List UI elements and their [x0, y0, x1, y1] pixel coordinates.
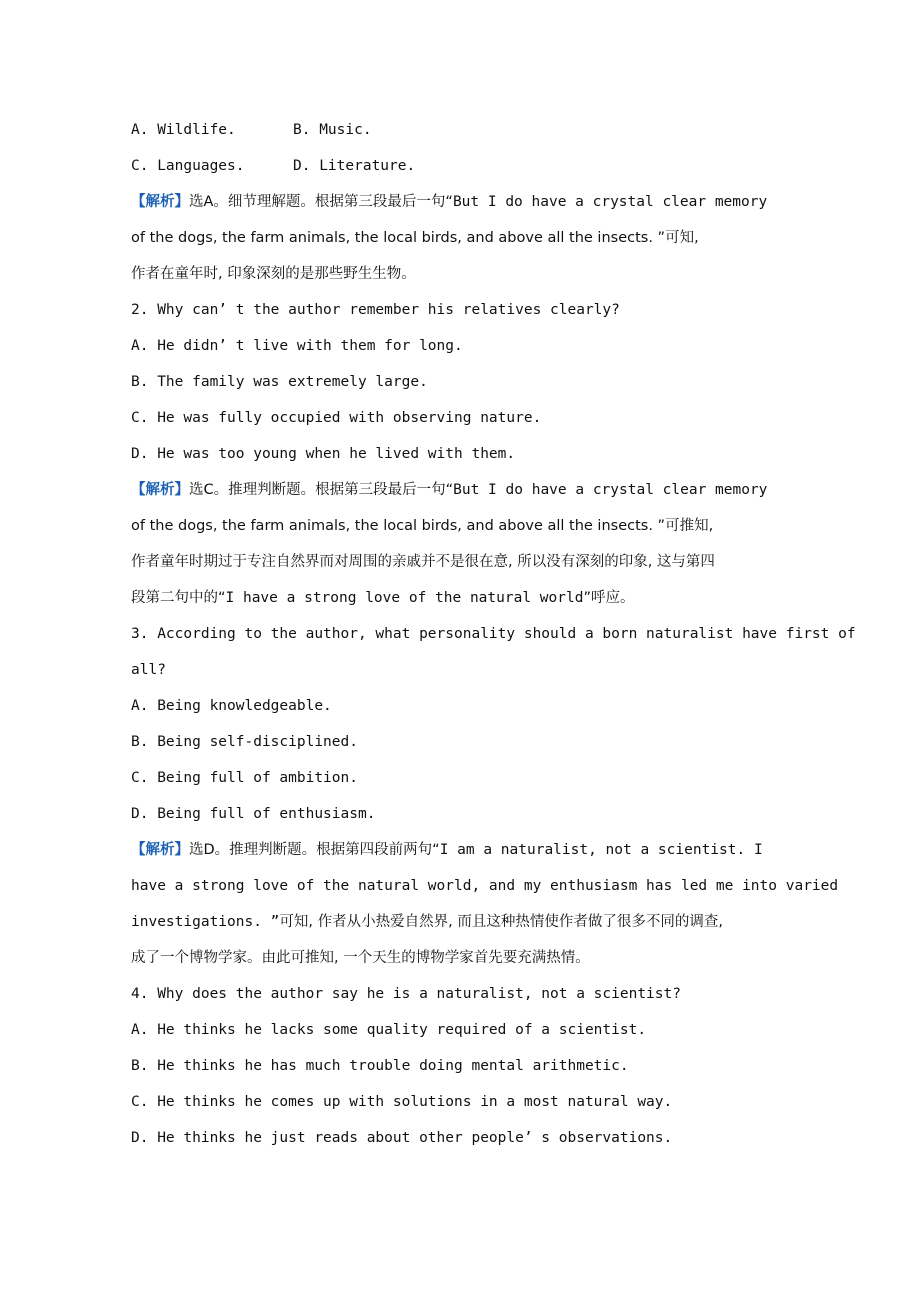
- question-4-option-a: A. He thinks he lacks some quality required of a scientist.: [131, 1022, 647, 1038]
- question-3-stem-line-1: 3. According to the author, what personality should a born naturalist have first of: [131, 626, 856, 642]
- document-page: [131, 112, 856, 1156]
- question-4-stem: 4. Why does the author say he is a naturalist, not a scientist?: [131, 986, 681, 1002]
- question-3-option-c: C. Being full of ambition.: [131, 770, 358, 786]
- analysis-1-line-2: [131, 220, 793, 256]
- analysis-quote: investigations. ”: [131, 914, 280, 930]
- question-3-stem-line-2: all?: [131, 662, 166, 678]
- analysis-text: 成了一个博物学家。由此可推知, 一个天生的博物学家首先要充满热情。: [131, 950, 590, 966]
- analysis-3-line-2: have a strong love of the natural world, and my enthusiasm has led me into varied: [131, 878, 839, 894]
- question-4-option-b: B. He thinks he has much trouble doing mental arithmetic.: [131, 1058, 629, 1074]
- analysis-3-line-3: [131, 904, 793, 940]
- analysis-text: 选C。推理判断题。根据第三段最后一句“: [189, 482, 454, 498]
- question-4-option-c: C. He thinks he comes up with solutions in a most natural way.: [131, 1094, 673, 1110]
- analysis-text: ”呼应。: [583, 590, 635, 606]
- analysis-2-line-3: [131, 544, 793, 580]
- q1-options-row-2: [131, 148, 793, 184]
- q1-option-c: C. Languages.: [131, 158, 245, 174]
- question-2-option-b: B. The family was extremely large.: [131, 374, 428, 390]
- q1-option-a: A. Wildlife.: [131, 122, 236, 138]
- analysis-tag: 【解析】: [131, 194, 189, 210]
- analysis-tag: 【解析】: [131, 842, 189, 858]
- analysis-tag: 【解析】: [131, 482, 189, 498]
- analysis-text: 作者在童年时, 印象深刻的是那些野生生物。: [131, 266, 416, 282]
- analysis-quote: But I do have a crystal clear memory: [453, 482, 768, 498]
- analysis-text: 可知, 作者从小热爱自然界, 而且这种热情使作者做了很多不同的调查,: [279, 914, 723, 930]
- analysis-3-line-4: [131, 940, 793, 976]
- analysis-1-line-1: [131, 184, 793, 220]
- analysis-text: 选D。推理判断题。根据第四段前两句“: [189, 842, 440, 858]
- question-2-option-d: D. He was too young when he lived with them.: [131, 446, 516, 462]
- analysis-2-line-2: [131, 508, 793, 544]
- question-3-option-b: B. Being self-disciplined.: [131, 734, 358, 750]
- q1-option-b: B. Music.: [293, 122, 372, 138]
- analysis-quote: I have a strong love of the natural world: [225, 590, 584, 606]
- analysis-text: of the dogs, the farm animals, the local birds, and above all the insects. ”可推知,: [131, 518, 714, 534]
- question-2-option-c: C. He was fully occupied with observing nature.: [131, 410, 542, 426]
- question-3-option-d: D. Being full of enthusiasm.: [131, 806, 376, 822]
- question-2-stem: 2. Why can’ t the author remember his relatives clearly?: [131, 302, 620, 318]
- q1-options-row-1: [131, 112, 793, 148]
- question-4-option-d: D. He thinks he just reads about other people’ s observations.: [131, 1130, 673, 1146]
- analysis-3-line-1: [131, 832, 793, 868]
- question-2-option-a: A. He didn’ t live with them for long.: [131, 338, 463, 354]
- analysis-quote: I am a naturalist, not a scientist. I: [439, 842, 763, 858]
- analysis-quote: But I do have a crystal clear memory: [452, 194, 768, 210]
- analysis-text: 段第二句中的“: [131, 590, 226, 606]
- analysis-text: of the dogs, the farm animals, the local birds, and above all the insects. ”可知,: [131, 230, 699, 246]
- analysis-text: 选A。细节理解题。根据第三段最后一句“: [189, 194, 453, 210]
- analysis-1-line-3: [131, 256, 793, 292]
- analysis-2-line-4: [131, 580, 793, 616]
- analysis-2-line-1: [131, 472, 793, 508]
- q1-option-d: D. Literature.: [293, 158, 416, 174]
- analysis-text: 作者童年时期过于专注自然界而对周围的亲戚并不是很在意, 所以没有深刻的印象, 这与第四: [131, 554, 715, 570]
- question-3-option-a: A. Being knowledgeable.: [131, 698, 332, 714]
